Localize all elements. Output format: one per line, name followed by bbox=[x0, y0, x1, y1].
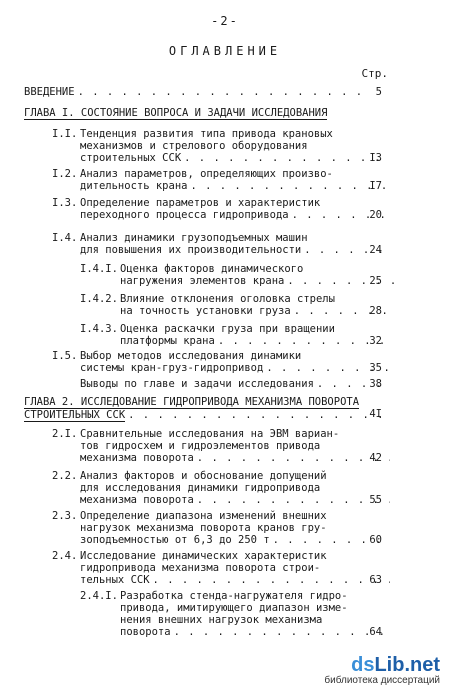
toc-entry-line: Тенденция развития типа привода крановых bbox=[80, 128, 333, 140]
toc-entry-number: I.5. bbox=[52, 350, 78, 362]
toc-entry-number: I.4. bbox=[52, 232, 78, 244]
toc-entry-line: платформы крана . . . bbox=[120, 335, 395, 347]
toc-entry-line: привода, имитирующего диапазон изме- bbox=[120, 602, 348, 614]
toc-entry-page: 60 bbox=[369, 534, 382, 546]
toc-entry-number: I.4.3. bbox=[80, 323, 118, 335]
toc-entry-line: Анализ факторов и обоснование допущений bbox=[80, 470, 327, 482]
watermark-lib: Lib.net bbox=[374, 654, 440, 676]
toc-entry-line: на точность установки груза . . . bbox=[120, 305, 395, 317]
toc-entry-line: Анализ параметров, определяющих произво- bbox=[80, 168, 333, 180]
toc-entry-line: переходного процесса гидропривода . . . bbox=[80, 209, 390, 221]
toc-entry-page: 5 bbox=[375, 86, 382, 98]
toc-entry-line: зоподъемностью от 6,3 до 250 т . . . bbox=[80, 534, 390, 546]
toc-entry-line: ГЛАВА 2. ИССЛЕДОВАНИЕ ГИДРОПРИВОДА МЕХАНИЗМА ПОВОРОТА bbox=[24, 396, 360, 408]
toc-entry-page: 24 bbox=[369, 244, 382, 256]
toc-entry-line: Исследование динамических характеристик bbox=[80, 550, 327, 562]
toc-entry-page: 38 bbox=[369, 378, 382, 390]
toc-entry-line: Сравнительные исследования на ЭВМ вариан- bbox=[80, 428, 340, 440]
toc-entry-page: 20 bbox=[369, 209, 382, 221]
toc-entry-line: нения внешних нагрузок механизма bbox=[120, 614, 323, 626]
toc-entry-number: 2.4.I. bbox=[80, 590, 118, 602]
toc-entry-page: 64 bbox=[369, 626, 382, 638]
toc-entry-number: I.4.I. bbox=[80, 263, 118, 275]
toc-entry-page: 35 bbox=[369, 362, 382, 374]
toc-entry-page: 55 bbox=[369, 494, 382, 506]
toc-entry-line: ВВЕДЕНИЕ . . . bbox=[24, 86, 364, 98]
toc-entry-line: поворота . . . bbox=[120, 626, 395, 638]
toc-entry-line: дительность крана . . . bbox=[80, 180, 390, 192]
toc-entry-line: тельных ССК . . . bbox=[80, 574, 390, 586]
toc-entry-page: 4I bbox=[369, 408, 382, 420]
toc-leader-dots bbox=[78, 86, 364, 98]
watermark-ds: ds bbox=[351, 654, 375, 676]
toc-entry-number: 2.I. bbox=[52, 428, 78, 440]
toc-entry-page: 32 bbox=[369, 335, 382, 347]
toc-entry-page: 28 bbox=[369, 305, 382, 317]
toc-entry-number: 2.4. bbox=[52, 550, 78, 562]
toc-entry-number: I.I. bbox=[52, 128, 78, 140]
toc-entry-page: 63 bbox=[369, 574, 382, 586]
toc-entry-page: 42 bbox=[369, 452, 382, 464]
toc-entry-line: Анализ динамики грузоподъемных машин bbox=[80, 232, 308, 244]
toc-entry-number: I.3. bbox=[52, 197, 78, 209]
toc-entry-line: Оценка раскачки груза при вращении bbox=[120, 323, 335, 335]
toc-entry-line: нагрузок механизма поворота кранов гру- bbox=[80, 522, 327, 534]
toc-entry-number: 2.3. bbox=[52, 510, 78, 522]
toc-entry-line: СТРОИТЕЛЬНЫХ ССК . . . bbox=[24, 409, 389, 422]
page-number: -2- bbox=[211, 14, 239, 28]
toc-entry-line: Определение параметров и характеристик bbox=[80, 197, 321, 209]
page-column-label: Стр. bbox=[361, 67, 388, 80]
toc-heading: ОГЛАВЛЕНИЕ bbox=[168, 44, 282, 58]
toc-entry-line: гидропривода механизма поворота строи- bbox=[80, 562, 321, 574]
toc-entry-line: механизма поворота . . . bbox=[80, 452, 390, 464]
toc-entry-line: для повышения их производительности . . . bbox=[80, 244, 390, 256]
toc-entry-line: системы кран-груз-гидропривод . . . bbox=[80, 362, 390, 374]
toc-entry-page: I7 bbox=[369, 180, 382, 192]
toc-entry-page: I3 bbox=[369, 152, 382, 164]
toc-entry-line: Разработка стенда-нагружателя гидро- bbox=[120, 590, 348, 602]
toc-entry-line: для исследования динамики гидропривода bbox=[80, 482, 321, 494]
toc-entry-page: 25 bbox=[369, 275, 382, 287]
toc-entry-line: Оценка факторов динамического bbox=[120, 263, 304, 275]
toc-entry-line: ГЛАВА I. СОСТОЯНИЕ ВОПРОСА И ЗАДАЧИ ИССЛЕДОВАНИЯ bbox=[24, 107, 328, 119]
toc-entry-line: механизма поворота . . . bbox=[80, 494, 390, 506]
toc-leader-dots bbox=[128, 409, 389, 422]
watermark-logo bbox=[324, 654, 440, 686]
toc-entry-line: Влияние отклонения оголовка стрелы bbox=[120, 293, 335, 305]
toc-entry-line: строительных ССК . . . bbox=[80, 152, 390, 164]
toc-entry-line: Выбор методов исследования динамики bbox=[80, 350, 302, 362]
toc-entry-line: Определение диапазона изменений внешних bbox=[80, 510, 327, 522]
toc-entry-number: I.2. bbox=[52, 168, 78, 180]
toc-entry-line: тов гидросхем и гидроэлементов привода bbox=[80, 440, 321, 452]
toc-entry-line: механизмов и стрелового оборудования bbox=[80, 140, 308, 152]
watermark-subtitle: библиотека диссертаций bbox=[324, 675, 440, 686]
toc-entry-line: нагружения элементов крана . . . bbox=[120, 275, 395, 287]
toc-entry-line: Выводы по главе и задачи исследования . . . bbox=[80, 378, 390, 390]
toc-entry-number: I.4.2. bbox=[80, 293, 118, 305]
toc-entry-number: 2.2. bbox=[52, 470, 78, 482]
